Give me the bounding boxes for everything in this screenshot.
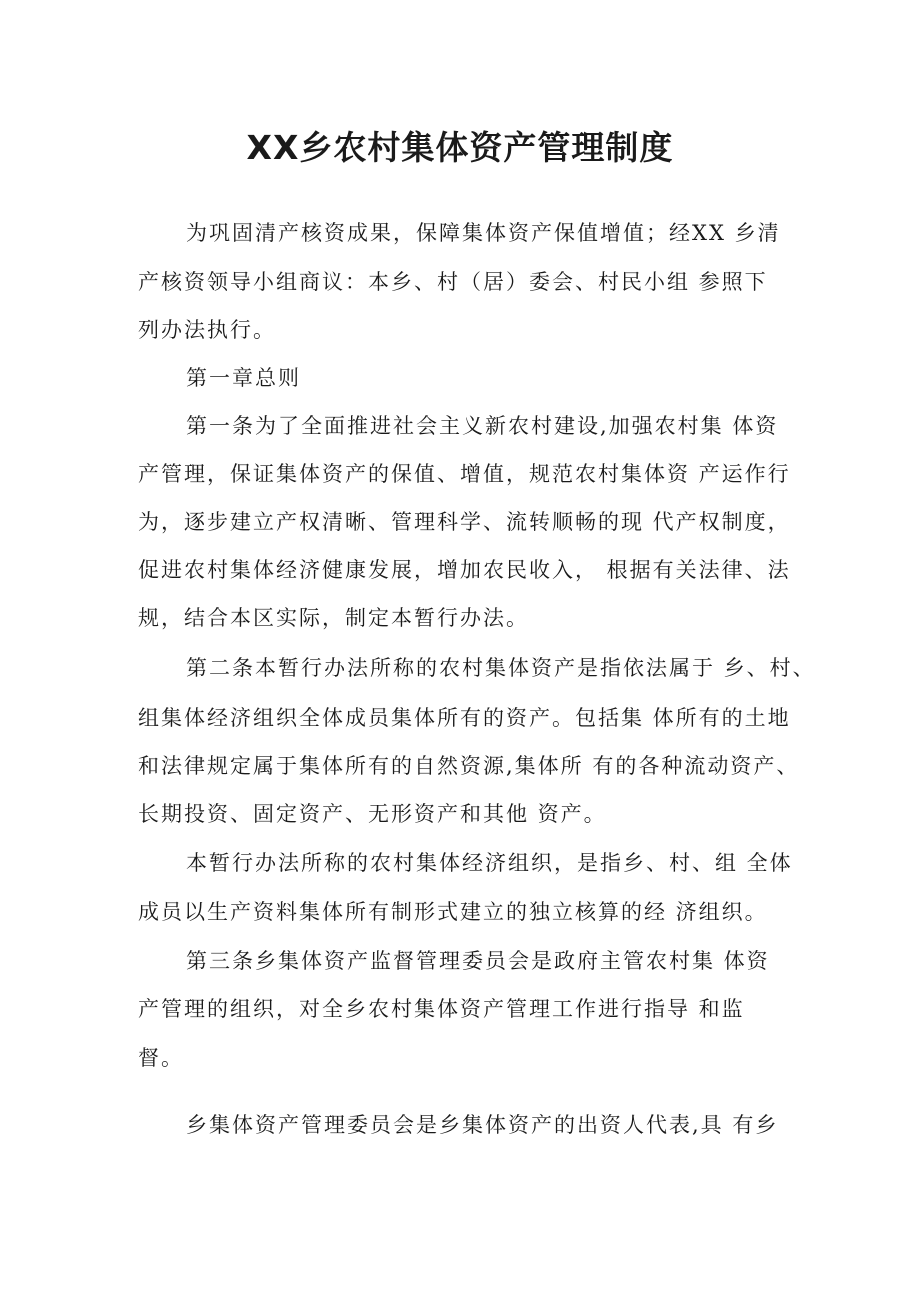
paragraph-line: 产管理的组织，对全乡农村集体资产管理工作进行指导 和监 xyxy=(138,997,745,1021)
paragraph-line: 组集体经济组织全体成员集体所有的资产。包括集 体所有的土地 xyxy=(138,706,791,730)
paragraph-line: 第二条本暂行办法所称的农村集体资产是指依法属于 乡、村、 xyxy=(186,656,816,680)
paragraph-line: 第一条为了全面推进社会主义新农村建设,加强农村集 体资 xyxy=(186,414,779,438)
paragraph-line: 和法律规定属于集体所有的自然资源,集体所 有的各种流动资产、 xyxy=(138,754,800,778)
paragraph-line: 列办法执行。 xyxy=(138,318,276,342)
chapter-heading: 第一章总则 xyxy=(186,366,301,390)
paragraph-line: 规，结合本区实际，制定本暂行办法。 xyxy=(138,606,529,630)
document-title: XX乡农村集体资产管理制度 xyxy=(246,128,674,167)
paragraph-line: 长期投资、固定资产、无形资产和其他 资产。 xyxy=(138,802,607,826)
paragraph-line: 第三条乡集体资产监督管理委员会是政府主管农村集 体资 xyxy=(186,949,770,973)
paragraph-line: 本暂行办法所称的农村集体经济组织，是指乡、村、组 全体 xyxy=(186,851,793,875)
paragraph-line: 产管理，保证集体资产的保值、增值，规范农村集体资 产运作行 xyxy=(138,462,791,486)
paragraph-line: 为，逐步建立产权清晰、管理科学、流转顺畅的现 代产权制度， xyxy=(138,510,791,534)
paragraph-line: 促进农村集体经济健康发展，增加农民收入， 根据有关法律、法 xyxy=(138,558,791,582)
paragraph-line: 为巩固清产核资成果，保障集体资产保值增值；经XX 乡清 xyxy=(186,221,781,245)
paragraph-line: 督。 xyxy=(138,1046,184,1070)
paragraph-line: 产核资领导小组商议：本乡、村（居）委会、村民小组 参照下 xyxy=(138,270,768,294)
paragraph-line: 乡集体资产管理委员会是乡集体资产的出资人代表,具 有乡 xyxy=(186,1113,779,1137)
paragraph-line: 成员以生产资料集体所有制形式建立的独立核算的经 济组织。 xyxy=(138,900,768,924)
